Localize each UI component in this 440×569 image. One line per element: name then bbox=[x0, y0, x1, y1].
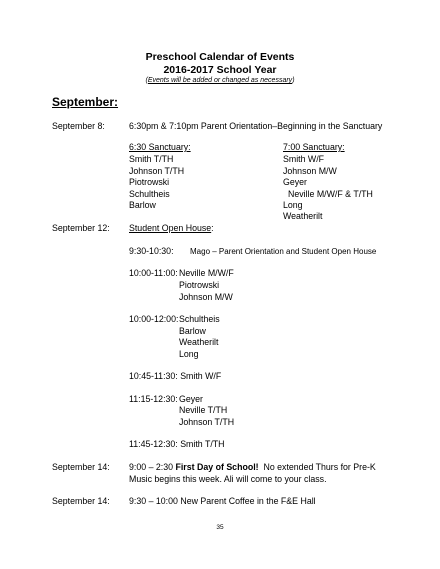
slot-line: 11:45-12:30: Smith T/TH bbox=[129, 439, 225, 449]
slot-class: Johnson T/TH bbox=[179, 417, 235, 427]
first-day-line: 9:00 – 2:30 First Day of School! No extended Thurs for Pre-K bbox=[129, 462, 376, 472]
event-date-sep14: September 14: bbox=[52, 462, 110, 472]
sanctuary-630-item: Barlow bbox=[129, 200, 156, 210]
sanctuary-700-heading: 7:00 Sanctuary: bbox=[283, 142, 345, 152]
sanctuary-700-item: Neville M/W/F & T/TH bbox=[288, 189, 373, 199]
mago-time: 9:30-10:30: bbox=[129, 246, 174, 256]
slot-line: 10:45-11:30: Smith W/F bbox=[129, 371, 222, 381]
slot-class: Neville M/W/F bbox=[179, 268, 234, 278]
event-date-sep12: September 12: bbox=[52, 223, 110, 233]
sanctuary-700-item: Weatherilt bbox=[283, 211, 323, 221]
coffee-text: 9:30 – 10:00 New Parent Coffee in the F&E Hall bbox=[129, 496, 316, 506]
slot-class: Weatherilt bbox=[179, 337, 219, 347]
sanctuary-700-item: Long bbox=[283, 200, 303, 210]
slot-class: Barlow bbox=[179, 326, 206, 336]
sanctuary-630-item: Piotrowski bbox=[129, 177, 170, 187]
sanctuary-630-item: Smith T/TH bbox=[129, 154, 174, 164]
slot-class: Neville T/TH bbox=[179, 405, 228, 415]
event-date-sep8: September 8: bbox=[52, 121, 105, 131]
sanctuary-630-item: Schultheis bbox=[129, 189, 170, 199]
slot-class: Johnson M/W bbox=[179, 292, 233, 302]
slot-class: Long bbox=[179, 349, 199, 359]
slot-time: 10:00-11:00: bbox=[129, 268, 178, 278]
event-text-sep8: 6:30pm & 7:10pm Parent Orientation–Beginning in the Sanctuary bbox=[129, 121, 383, 131]
sanctuary-700-item: Johnson M/W bbox=[283, 166, 337, 176]
event-date-sep14-coffee: September 14: bbox=[52, 496, 110, 506]
mago-text: Mago – Parent Orientation and Student Open House bbox=[190, 247, 377, 256]
document-note: (Events will be added or changed as necessary) bbox=[145, 77, 295, 84]
slot-class: Geyer bbox=[179, 394, 203, 404]
slot-time: 11:15-12:30: bbox=[129, 394, 178, 404]
sanctuary-630-item: Johnson T/TH bbox=[129, 166, 185, 176]
month-heading: September: bbox=[52, 95, 119, 109]
sanctuary-700-item: Smith W/F bbox=[283, 154, 325, 164]
first-day-line2: Music begins this week. Ali will come to your class. bbox=[129, 474, 327, 484]
slot-class: Piotrowski bbox=[179, 280, 220, 290]
sanctuary-630-heading: 6:30 Sanctuary: bbox=[129, 142, 191, 152]
sanctuary-700-item: Geyer bbox=[283, 177, 307, 187]
slot-time: 10:00-12:00: bbox=[129, 314, 179, 324]
document-title: Preschool Calendar of Events bbox=[145, 51, 295, 63]
slot-class: Schultheis bbox=[179, 314, 220, 324]
open-house-heading: Student Open House: bbox=[129, 223, 214, 233]
document-subtitle: 2016-2017 School Year bbox=[163, 64, 277, 76]
page-number: 35 bbox=[216, 524, 224, 531]
